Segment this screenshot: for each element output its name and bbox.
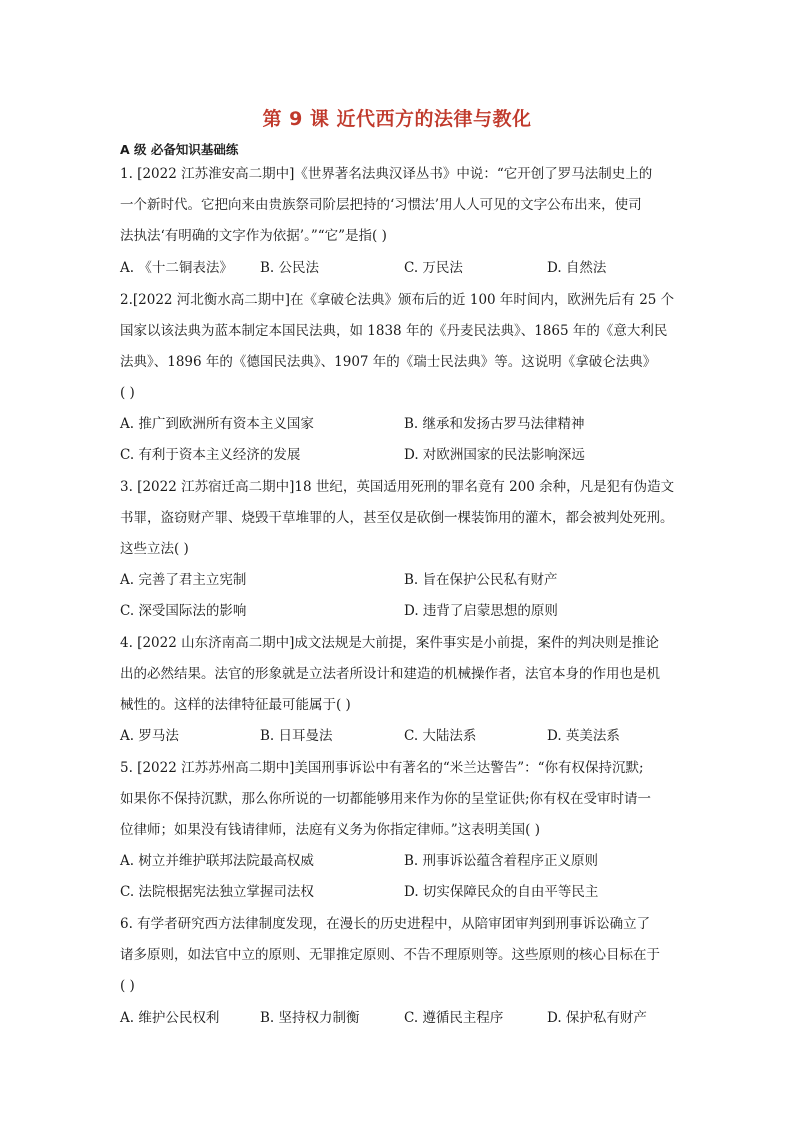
option-d[interactable]: D. 对欧洲国家的民法影响深远 <box>404 447 585 463</box>
option-a[interactable]: A. 完善了君主立宪制 <box>120 572 247 588</box>
option-b[interactable]: B. 公民法 <box>260 260 320 276</box>
question-5-line-2: 如果你不保持沉默，那么你所说的一切都能够用来作为你的呈堂证供;你有权在受审时请一 <box>120 791 652 807</box>
option-b[interactable]: B. 旨在保护公民私有财产 <box>404 572 558 588</box>
question-6-line-3: ( ) <box>120 978 135 994</box>
question-6-line-2: 诸多原则，如法官中立的原则、无罪推定原则、不告不理原则等。这些原则的核心目标在于 <box>120 947 660 963</box>
option-a[interactable]: A. 树立并维护联邦法院最高权威 <box>120 853 314 869</box>
option-c[interactable]: C. 深受国际法的影响 <box>120 603 247 619</box>
question-2-line-4: ( ) <box>120 385 135 401</box>
option-b[interactable]: B. 继承和发扬古罗马法律精神 <box>404 416 585 432</box>
question-6-line-1: 6. 有学者研究西方法律制度发现，在漫长的历史进程中，从陪审团审判到刑事诉讼确立了 <box>120 916 651 932</box>
option-c[interactable]: C. 大陆法系 <box>404 728 477 744</box>
option-b[interactable]: B. 日耳曼法 <box>260 728 333 744</box>
option-a[interactable]: A. 推广到欧洲所有资本主义国家 <box>120 416 314 432</box>
option-d[interactable]: D. 违背了启蒙思想的原则 <box>404 603 558 619</box>
page-title: 第 9 课 近代西方的法律与教化 <box>262 108 532 130</box>
question-1-line-2: 一个新时代。它把向来由贵族祭司阶层把持的‘习惯法’用人人可见的文字公布出来，使司 <box>120 197 642 213</box>
question-5-line-1: 5. [2022 江苏苏州高二期中]美国刑事诉讼中有著名的“米兰达警告”：“你有权保持沉默; <box>120 760 644 776</box>
option-c[interactable]: C. 有利于资本主义经济的发展 <box>120 447 301 463</box>
question-3-line-3: 这些立法( ) <box>120 541 189 557</box>
option-c[interactable]: C. 遵循民主程序 <box>404 1010 504 1026</box>
question-1-line-1: 1. [2022 江苏淮安高二期中]《世界著名法典汉译丛书》中说：“它开创了罗马法制史上的 <box>120 166 653 182</box>
question-4-line-2: 出的必然结果。法官的形象就是立法者所设计和建造的机械操作者，法官本身的作用也是机 <box>120 666 660 682</box>
option-d[interactable]: D. 英美法系 <box>547 728 620 744</box>
question-2-line-1: 2.[2022 河北衡水高二期中]在《拿破仑法典》颁布后的近 100 年时间内，欧洲先后有 25 个 <box>120 292 675 308</box>
option-d[interactable]: D. 保护私有财产 <box>547 1010 647 1026</box>
question-1-line-3: 法执法‘有明确的文字作为依据’。”“它”是指( ) <box>120 228 387 244</box>
option-a[interactable]: A. 罗马法 <box>120 728 179 744</box>
question-3-line-2: 书罪，盗窃财产罪、烧毁干草堆罪的人，甚至仅是砍倒一棵装饰用的灌木，都会被判处死刑。 <box>120 510 674 526</box>
option-d[interactable]: D. 自然法 <box>547 260 607 276</box>
option-c[interactable]: C. 法院根据宪法独立掌握司法权 <box>120 884 314 900</box>
section-heading: A 级 必备知识基础练 <box>120 142 239 157</box>
question-5-line-3: 位律师；如果没有钱请律师，法庭有义务为你指定律师。”这表明美国( ) <box>120 822 540 838</box>
option-b[interactable]: B. 坚持权力制衡 <box>260 1010 360 1026</box>
option-a[interactable]: A. 维护公民权利 <box>120 1010 220 1026</box>
option-d[interactable]: D. 切实保障民众的自由平等民主 <box>404 884 599 900</box>
question-3-line-1: 3. [2022 江苏宿迁高二期中]18 世纪，英国适用死刑的罪名竟有 200 余种，凡是犯有伪造文 <box>120 479 675 495</box>
option-a[interactable]: A. 《十二铜表法》 <box>120 260 233 276</box>
option-c[interactable]: C. 万民法 <box>404 260 463 276</box>
question-4-line-3: 械性的。这样的法律特征最可能属于( ) <box>120 697 351 713</box>
question-2-line-2: 国家以该法典为蓝本制定本国民法典，如 1838 年的《丹麦民法典》、1865 年的《意大利民 <box>120 323 668 339</box>
question-2-line-3: 法典》、1896 年的《德国民法典》、1907 年的《瑞士民法典》等。这说明《拿破仑法典》 <box>120 354 657 370</box>
option-b[interactable]: B. 刑事诉讼蕴含着程序正义原则 <box>404 853 599 869</box>
question-4-line-1: 4. [2022 山东济南高二期中]成文法规是大前提，案件事实是小前提，案件的判决则是推论 <box>120 635 659 651</box>
